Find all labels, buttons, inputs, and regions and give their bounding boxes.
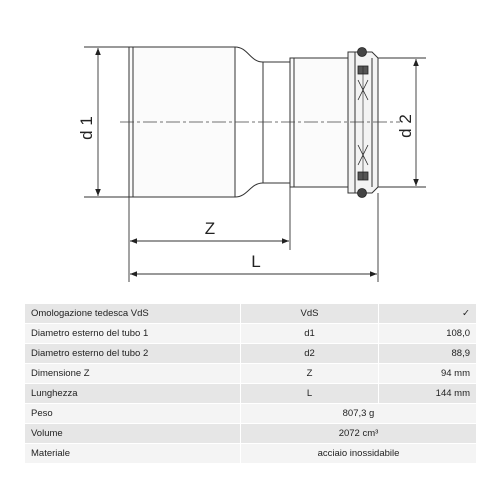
row-value: 807,3 g [240, 404, 476, 424]
table-row [25, 404, 476, 424]
table-row [25, 304, 476, 324]
row-label: Peso [25, 404, 240, 424]
dim-label-z: Z [204, 219, 216, 238]
table-row [25, 444, 476, 464]
row-label: Dimensione Z [25, 364, 240, 384]
row-symbol: VdS [240, 304, 378, 324]
table-row [25, 384, 476, 404]
row-value-checkmark: ✓ [378, 304, 476, 324]
row-label: Materiale [25, 444, 240, 464]
row-value: acciaio inossidabile [240, 444, 476, 464]
row-value: 2072 cm³ [240, 424, 476, 444]
dim-label-d1: d 1 [77, 116, 96, 140]
row-label: Diametro esterno del tubo 2 [25, 344, 240, 364]
row-value: 144 mm [378, 384, 476, 404]
row-label: Volume [25, 424, 240, 444]
row-value: 94 mm [378, 364, 476, 384]
row-symbol: Z [240, 364, 378, 384]
table-row [25, 324, 476, 344]
row-symbol: d2 [240, 344, 378, 364]
dim-label-l: L [251, 252, 261, 271]
spec-table [25, 304, 476, 464]
row-value: 88,9 [378, 344, 476, 364]
dim-label-d2: d 2 [396, 114, 415, 138]
row-label: Lunghezza [25, 384, 240, 404]
table-row [25, 364, 476, 384]
row-label: Diametro esterno del tubo 1 [25, 324, 240, 344]
table-row [25, 344, 476, 364]
row-label: Omologazione tedesca VdS [25, 304, 240, 324]
row-value: 108,0 [378, 324, 476, 344]
row-symbol: d1 [240, 324, 378, 344]
table-row [25, 424, 476, 444]
row-symbol: L [240, 384, 378, 404]
